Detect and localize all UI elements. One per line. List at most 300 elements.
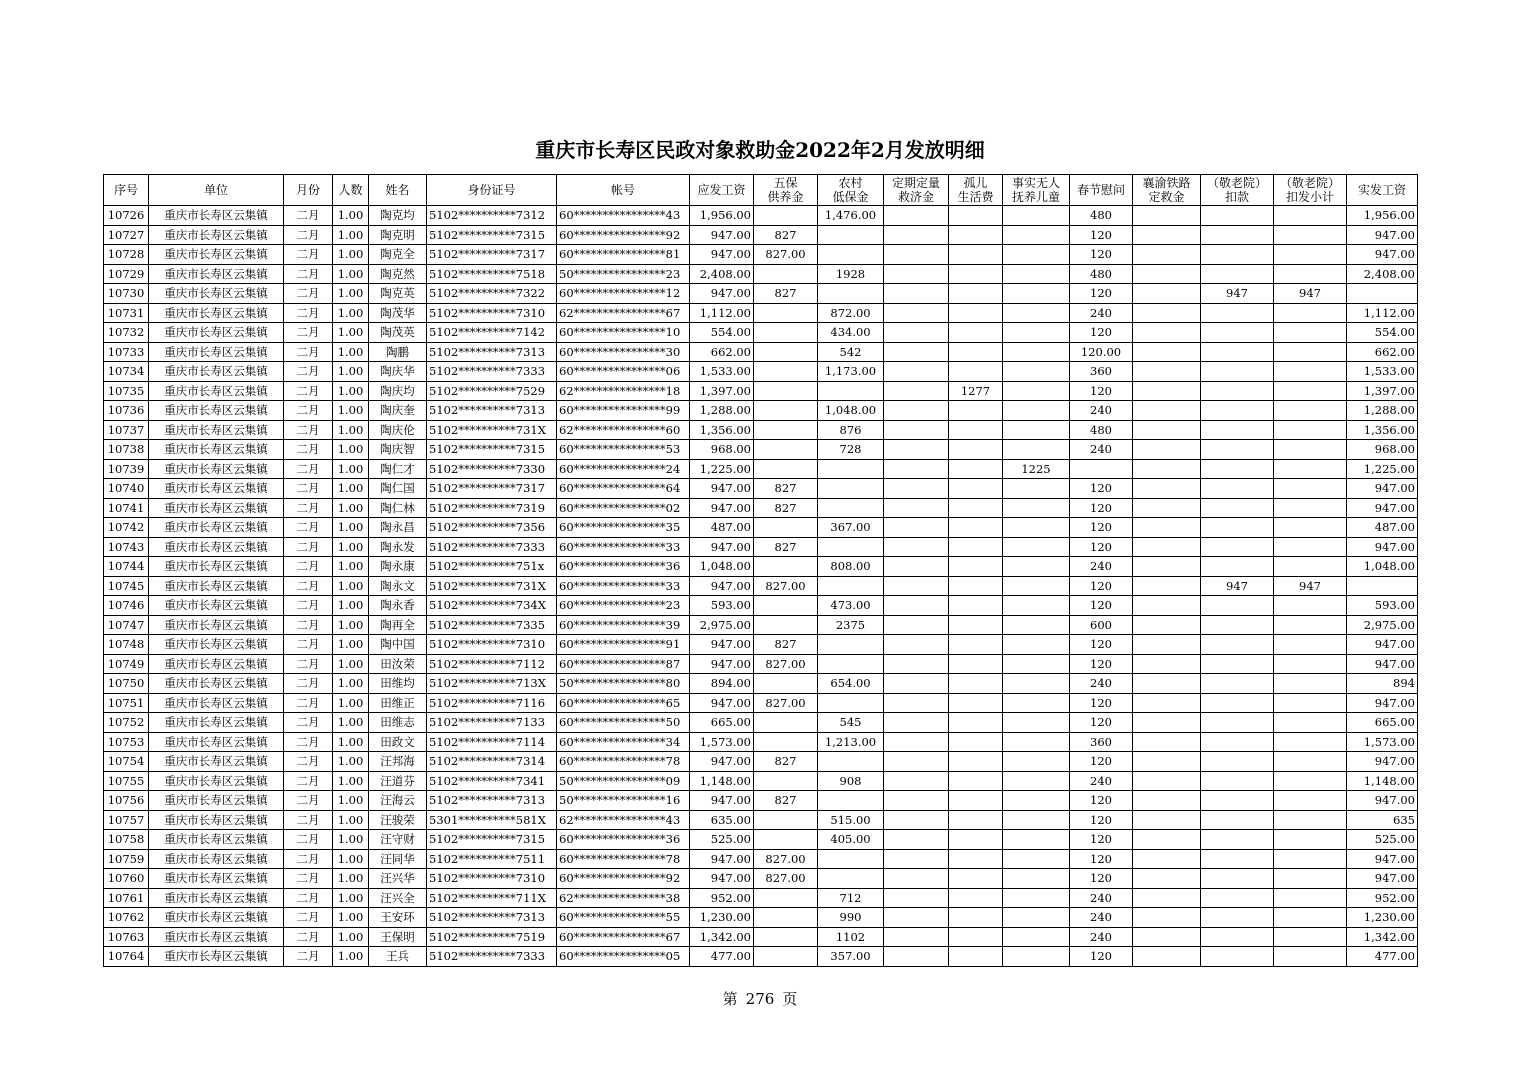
table-cell: 712	[818, 888, 884, 908]
table-row	[104, 693, 1418, 713]
table-row	[104, 849, 1418, 869]
table-cell: 120	[1070, 849, 1133, 869]
table-cell	[754, 732, 818, 752]
table-cell: 525.00	[690, 830, 754, 850]
table-cell: 947.00	[1347, 693, 1418, 713]
table-cell: 808.00	[818, 557, 884, 577]
table-cell: 5102**********7335	[427, 615, 557, 635]
table-cell	[949, 947, 1003, 967]
table-cell: 827.00	[754, 869, 818, 889]
table-cell	[884, 615, 949, 635]
table-cell	[1201, 849, 1274, 869]
table-cell	[1274, 654, 1347, 674]
table-cell: 重庆市长寿区云集镇	[149, 947, 284, 967]
table-cell	[949, 927, 1003, 947]
table-cell: 1.00	[333, 284, 369, 304]
table-cell: 50****************23	[557, 264, 690, 284]
table-cell: 894.00	[690, 674, 754, 694]
table-cell: 5102**********731X	[427, 420, 557, 440]
table-row	[104, 381, 1418, 401]
table-cell: 二月	[284, 401, 333, 421]
table-cell	[884, 401, 949, 421]
column-header: 实发工资	[1347, 175, 1418, 206]
table-cell	[1201, 498, 1274, 518]
table-cell: 5102**********7518	[427, 264, 557, 284]
table-cell: 二月	[284, 225, 333, 245]
table-cell: 陶永昌	[369, 518, 427, 538]
table-cell	[754, 888, 818, 908]
table-cell: 120	[1070, 498, 1133, 518]
table-cell: 陶仁林	[369, 498, 427, 518]
table-cell: 陶永康	[369, 557, 427, 577]
table-cell: 947.00	[690, 654, 754, 674]
table-cell: 947.00	[1347, 635, 1418, 655]
table-cell	[1201, 596, 1274, 616]
table-cell: 120	[1070, 381, 1133, 401]
table-cell	[949, 479, 1003, 499]
table-cell: 10727	[104, 225, 149, 245]
table-cell	[1133, 537, 1201, 557]
table-cell	[1201, 791, 1274, 811]
table-cell: 947.00	[1347, 537, 1418, 557]
table-cell: 120	[1070, 323, 1133, 343]
table-cell	[884, 596, 949, 616]
table-cell	[1201, 323, 1274, 343]
table-cell: 240	[1070, 401, 1133, 421]
table-cell: 二月	[284, 362, 333, 382]
table-cell: 120	[1070, 518, 1133, 538]
table-cell	[884, 284, 949, 304]
table-cell: 重庆市长寿区云集镇	[149, 264, 284, 284]
table-cell	[884, 674, 949, 694]
table-cell: 重庆市长寿区云集镇	[149, 401, 284, 421]
table-cell	[1003, 479, 1070, 499]
table-cell: 60****************50	[557, 713, 690, 733]
table-cell: 5102**********734X	[427, 596, 557, 616]
table-cell: 1,225.00	[1347, 459, 1418, 479]
table-cell: 二月	[284, 830, 333, 850]
table-cell	[1133, 381, 1201, 401]
table-cell: 120	[1070, 693, 1133, 713]
table-cell	[949, 323, 1003, 343]
table-cell: 50****************09	[557, 771, 690, 791]
table-cell: 5102**********7112	[427, 654, 557, 674]
table-cell	[884, 927, 949, 947]
table-cell: 重庆市长寿区云集镇	[149, 810, 284, 830]
table-cell: 10748	[104, 635, 149, 655]
table-cell: 5102**********7314	[427, 752, 557, 772]
table-cell	[754, 264, 818, 284]
table-cell	[1133, 732, 1201, 752]
table-cell: 5102**********7116	[427, 693, 557, 713]
table-cell: 5102**********7313	[427, 908, 557, 928]
table-cell: 10729	[104, 264, 149, 284]
table-cell: 60****************78	[557, 849, 690, 869]
table-cell	[949, 810, 1003, 830]
table-cell: 1.00	[333, 908, 369, 928]
table-cell: 5102**********7312	[427, 206, 557, 226]
table-cell	[949, 635, 1003, 655]
table-cell: 60****************33	[557, 537, 690, 557]
table-cell	[1133, 927, 1201, 947]
column-header: 定期定量 救济金	[884, 175, 949, 206]
table-cell: 5102**********7519	[427, 927, 557, 947]
table-cell: 重庆市长寿区云集镇	[149, 752, 284, 772]
table-cell: 10734	[104, 362, 149, 382]
table-row	[104, 674, 1418, 694]
table-cell	[818, 537, 884, 557]
table-cell	[1133, 908, 1201, 928]
table-cell: 1.00	[333, 245, 369, 265]
table-cell: 1,048.00	[818, 401, 884, 421]
table-cell	[818, 849, 884, 869]
table-cell: 二月	[284, 635, 333, 655]
table-row	[104, 615, 1418, 635]
table-cell	[1274, 869, 1347, 889]
table-cell: 60****************12	[557, 284, 690, 304]
table-cell	[818, 791, 884, 811]
table-cell	[1133, 791, 1201, 811]
table-cell: 10737	[104, 420, 149, 440]
table-cell	[884, 264, 949, 284]
table-cell	[949, 849, 1003, 869]
table-cell: 50****************16	[557, 791, 690, 811]
table-cell: 陶仁才	[369, 459, 427, 479]
table-cell	[884, 362, 949, 382]
table-cell: 1,956.00	[690, 206, 754, 226]
table-cell: 二月	[284, 693, 333, 713]
table-cell: 10743	[104, 537, 149, 557]
table-cell	[1274, 927, 1347, 947]
table-cell	[884, 557, 949, 577]
table-cell	[1003, 615, 1070, 635]
table-cell	[949, 713, 1003, 733]
table-cell	[818, 498, 884, 518]
table-cell: 二月	[284, 284, 333, 304]
table-cell: 473.00	[818, 596, 884, 616]
table-cell	[884, 479, 949, 499]
table-cell: 10726	[104, 206, 149, 226]
table-cell: 10746	[104, 596, 149, 616]
table-cell: 重庆市长寿区云集镇	[149, 459, 284, 479]
table-cell: 重庆市长寿区云集镇	[149, 362, 284, 382]
table-cell	[1133, 303, 1201, 323]
page-title: 重庆市长寿区民政对象救助金2022年2月发放明细	[535, 138, 985, 162]
table-cell: 10747	[104, 615, 149, 635]
table-cell	[818, 869, 884, 889]
table-cell	[1003, 908, 1070, 928]
page-footer	[0, 988, 1520, 1009]
table-cell: 1,956.00	[1347, 206, 1418, 226]
table-cell: 5102**********7315	[427, 830, 557, 850]
table-cell	[949, 771, 1003, 791]
table-cell: 二月	[284, 498, 333, 518]
table-cell: 1,573.00	[1347, 732, 1418, 752]
table-cell: 5102**********7333	[427, 537, 557, 557]
table-cell: 1277	[949, 381, 1003, 401]
table-cell	[1274, 537, 1347, 557]
table-cell	[818, 284, 884, 304]
table-cell: 5102**********7333	[427, 947, 557, 967]
table-cell: 240	[1070, 908, 1133, 928]
table-cell	[1003, 791, 1070, 811]
table-cell	[1003, 927, 1070, 947]
table-cell	[1201, 869, 1274, 889]
table-cell: 947	[1274, 284, 1347, 304]
table-cell: 947.00	[690, 869, 754, 889]
table-cell: 陶永发	[369, 537, 427, 557]
table-cell: 1,112.00	[1347, 303, 1418, 323]
table-cell	[1003, 693, 1070, 713]
table-row	[104, 713, 1418, 733]
table-cell: 陶克英	[369, 284, 427, 304]
table-cell	[949, 869, 1003, 889]
table-cell: 二月	[284, 303, 333, 323]
table-cell	[1003, 225, 1070, 245]
table-cell: 947.00	[1347, 869, 1418, 889]
table-cell: 1.00	[333, 869, 369, 889]
table-row	[104, 498, 1418, 518]
table-cell: 60****************05	[557, 947, 690, 967]
table-cell	[949, 537, 1003, 557]
table-cell: 重庆市长寿区云集镇	[149, 381, 284, 401]
table-cell: 827	[754, 479, 818, 499]
table-cell: 120	[1070, 869, 1133, 889]
table-cell: 二月	[284, 947, 333, 967]
table-row	[104, 206, 1418, 226]
table-cell: 60****************87	[557, 654, 690, 674]
table-cell	[949, 888, 1003, 908]
table-cell	[1274, 420, 1347, 440]
column-header: 单位	[149, 175, 284, 206]
table-cell	[1133, 459, 1201, 479]
table-cell	[949, 264, 1003, 284]
table-cell: 827.00	[754, 849, 818, 869]
table-cell: 重庆市长寿区云集镇	[149, 440, 284, 460]
table-cell: 952.00	[1347, 888, 1418, 908]
table-cell	[1201, 518, 1274, 538]
table-cell: 120	[1070, 713, 1133, 733]
table-row	[104, 888, 1418, 908]
table-cell: 60****************92	[557, 869, 690, 889]
table-cell	[754, 771, 818, 791]
table-cell	[949, 615, 1003, 635]
table-cell	[1347, 284, 1418, 304]
table-row	[104, 225, 1418, 245]
table-cell	[949, 420, 1003, 440]
table-cell: 50****************80	[557, 674, 690, 694]
table-cell: 二月	[284, 674, 333, 694]
table-cell	[884, 303, 949, 323]
table-cell: 5102**********7310	[427, 869, 557, 889]
table-cell: 947.00	[690, 752, 754, 772]
table-cell	[754, 381, 818, 401]
table-cell: 5102**********7330	[427, 459, 557, 479]
table-cell: 947	[1274, 576, 1347, 596]
table-cell: 二月	[284, 206, 333, 226]
table-cell	[818, 654, 884, 674]
column-header: 姓名	[369, 175, 427, 206]
table-cell: 554.00	[1347, 323, 1418, 343]
table-cell: 5102**********7341	[427, 771, 557, 791]
table-cell: 1.00	[333, 342, 369, 362]
table-cell: 重庆市长寿区云集镇	[149, 732, 284, 752]
table-cell: 陶庆华	[369, 362, 427, 382]
table-cell	[818, 459, 884, 479]
table-cell	[1003, 635, 1070, 655]
table-row	[104, 791, 1418, 811]
table-cell	[949, 693, 1003, 713]
table-cell	[818, 693, 884, 713]
table-cell: 1.00	[333, 830, 369, 850]
table-cell	[754, 830, 818, 850]
table-cell: 947.00	[1347, 498, 1418, 518]
table-cell: 1.00	[333, 635, 369, 655]
table-row	[104, 479, 1418, 499]
table-cell: 田维志	[369, 713, 427, 733]
table-cell: 田汝荣	[369, 654, 427, 674]
table-cell	[1201, 947, 1274, 967]
table-cell: 120	[1070, 479, 1133, 499]
table-cell: 二月	[284, 557, 333, 577]
table-cell	[1133, 713, 1201, 733]
table-row	[104, 947, 1418, 967]
table-row	[104, 342, 1418, 362]
table-cell: 重庆市长寿区云集镇	[149, 615, 284, 635]
table-cell: 60****************33	[557, 576, 690, 596]
table-cell	[1003, 713, 1070, 733]
table-cell: 876	[818, 420, 884, 440]
table-cell: 1.00	[333, 615, 369, 635]
table-cell: 1.00	[333, 264, 369, 284]
table-cell: 947.00	[1347, 752, 1418, 772]
table-cell: 60****************36	[557, 557, 690, 577]
table-row	[104, 635, 1418, 655]
table-cell	[1201, 206, 1274, 226]
table-row	[104, 264, 1418, 284]
table-cell	[1274, 362, 1347, 382]
table-cell: 654.00	[818, 674, 884, 694]
table-cell: 重庆市长寿区云集镇	[149, 791, 284, 811]
table-cell: 1,342.00	[690, 927, 754, 947]
table-cell: 1.00	[333, 596, 369, 616]
table-cell	[1003, 264, 1070, 284]
table-cell	[884, 245, 949, 265]
table-cell: 120	[1070, 752, 1133, 772]
table-cell	[1003, 596, 1070, 616]
table-cell	[1003, 284, 1070, 304]
table-cell: 968.00	[1347, 440, 1418, 460]
table-cell	[1274, 830, 1347, 850]
table-cell: 5102**********7511	[427, 849, 557, 869]
table-cell: 947.00	[690, 498, 754, 518]
table-cell: 60****************99	[557, 401, 690, 421]
table-cell	[949, 362, 1003, 382]
table-cell	[1274, 342, 1347, 362]
table-cell	[949, 830, 1003, 850]
table-cell	[949, 674, 1003, 694]
table-cell	[884, 635, 949, 655]
table-cell: 635.00	[690, 810, 754, 830]
table-cell	[1347, 576, 1418, 596]
table-cell	[818, 225, 884, 245]
table-cell	[949, 732, 1003, 752]
table-cell: 1,148.00	[1347, 771, 1418, 791]
table-cell: 10732	[104, 323, 149, 343]
table-cell	[1201, 927, 1274, 947]
table-cell: 二月	[284, 849, 333, 869]
table-cell	[1274, 908, 1347, 928]
table-cell: 陶鹏	[369, 342, 427, 362]
table-cell: 60****************78	[557, 752, 690, 772]
table-cell: 二月	[284, 927, 333, 947]
table-cell: 1,397.00	[690, 381, 754, 401]
table-cell: 1.00	[333, 693, 369, 713]
table-cell	[1133, 284, 1201, 304]
table-row	[104, 810, 1418, 830]
table-cell: 62****************43	[557, 810, 690, 830]
table-cell	[1133, 869, 1201, 889]
column-header: 襄渝铁路 定救金	[1133, 175, 1201, 206]
table-cell: 5102**********7114	[427, 732, 557, 752]
table-cell: 二月	[284, 791, 333, 811]
table-cell: 60****************43	[557, 206, 690, 226]
table-cell: 重庆市长寿区云集镇	[149, 303, 284, 323]
table-cell: 947	[1201, 576, 1274, 596]
table-cell	[1133, 810, 1201, 830]
table-cell: 827.00	[754, 576, 818, 596]
table-cell: 重庆市长寿区云集镇	[149, 206, 284, 226]
table-row	[104, 323, 1418, 343]
column-header: 农村 低保金	[818, 175, 884, 206]
table-cell: 陶再全	[369, 615, 427, 635]
table-cell	[1133, 245, 1201, 265]
table-cell	[1133, 635, 1201, 655]
table-cell: 10759	[104, 849, 149, 869]
table-cell	[884, 947, 949, 967]
table-cell: 重庆市长寿区云集镇	[149, 908, 284, 928]
table-cell	[949, 498, 1003, 518]
table-cell	[1274, 615, 1347, 635]
table-cell: 1.00	[333, 440, 369, 460]
table-cell: 872.00	[818, 303, 884, 323]
table-cell: 1,533.00	[690, 362, 754, 382]
table-cell	[1274, 752, 1347, 772]
table-cell	[1133, 206, 1201, 226]
table-cell	[1003, 362, 1070, 382]
table-cell	[1201, 771, 1274, 791]
table-cell	[754, 713, 818, 733]
table-cell: 480	[1070, 264, 1133, 284]
table-cell: 2375	[818, 615, 884, 635]
table-cell	[949, 518, 1003, 538]
table-row	[104, 908, 1418, 928]
table-cell	[949, 401, 1003, 421]
table-cell	[884, 381, 949, 401]
table-cell: 1,288.00	[690, 401, 754, 421]
table-cell: 1.00	[333, 888, 369, 908]
column-header: 人数	[333, 175, 369, 206]
table-cell: 5102**********7333	[427, 362, 557, 382]
table-cell	[1133, 479, 1201, 499]
table-header-row	[104, 175, 1418, 206]
table-cell	[949, 284, 1003, 304]
table-cell: 947.00	[1347, 654, 1418, 674]
table-cell: 陶茂华	[369, 303, 427, 323]
table-cell: 重庆市长寿区云集镇	[149, 596, 284, 616]
table-cell	[1201, 440, 1274, 460]
table-cell: 5102**********713X	[427, 674, 557, 694]
